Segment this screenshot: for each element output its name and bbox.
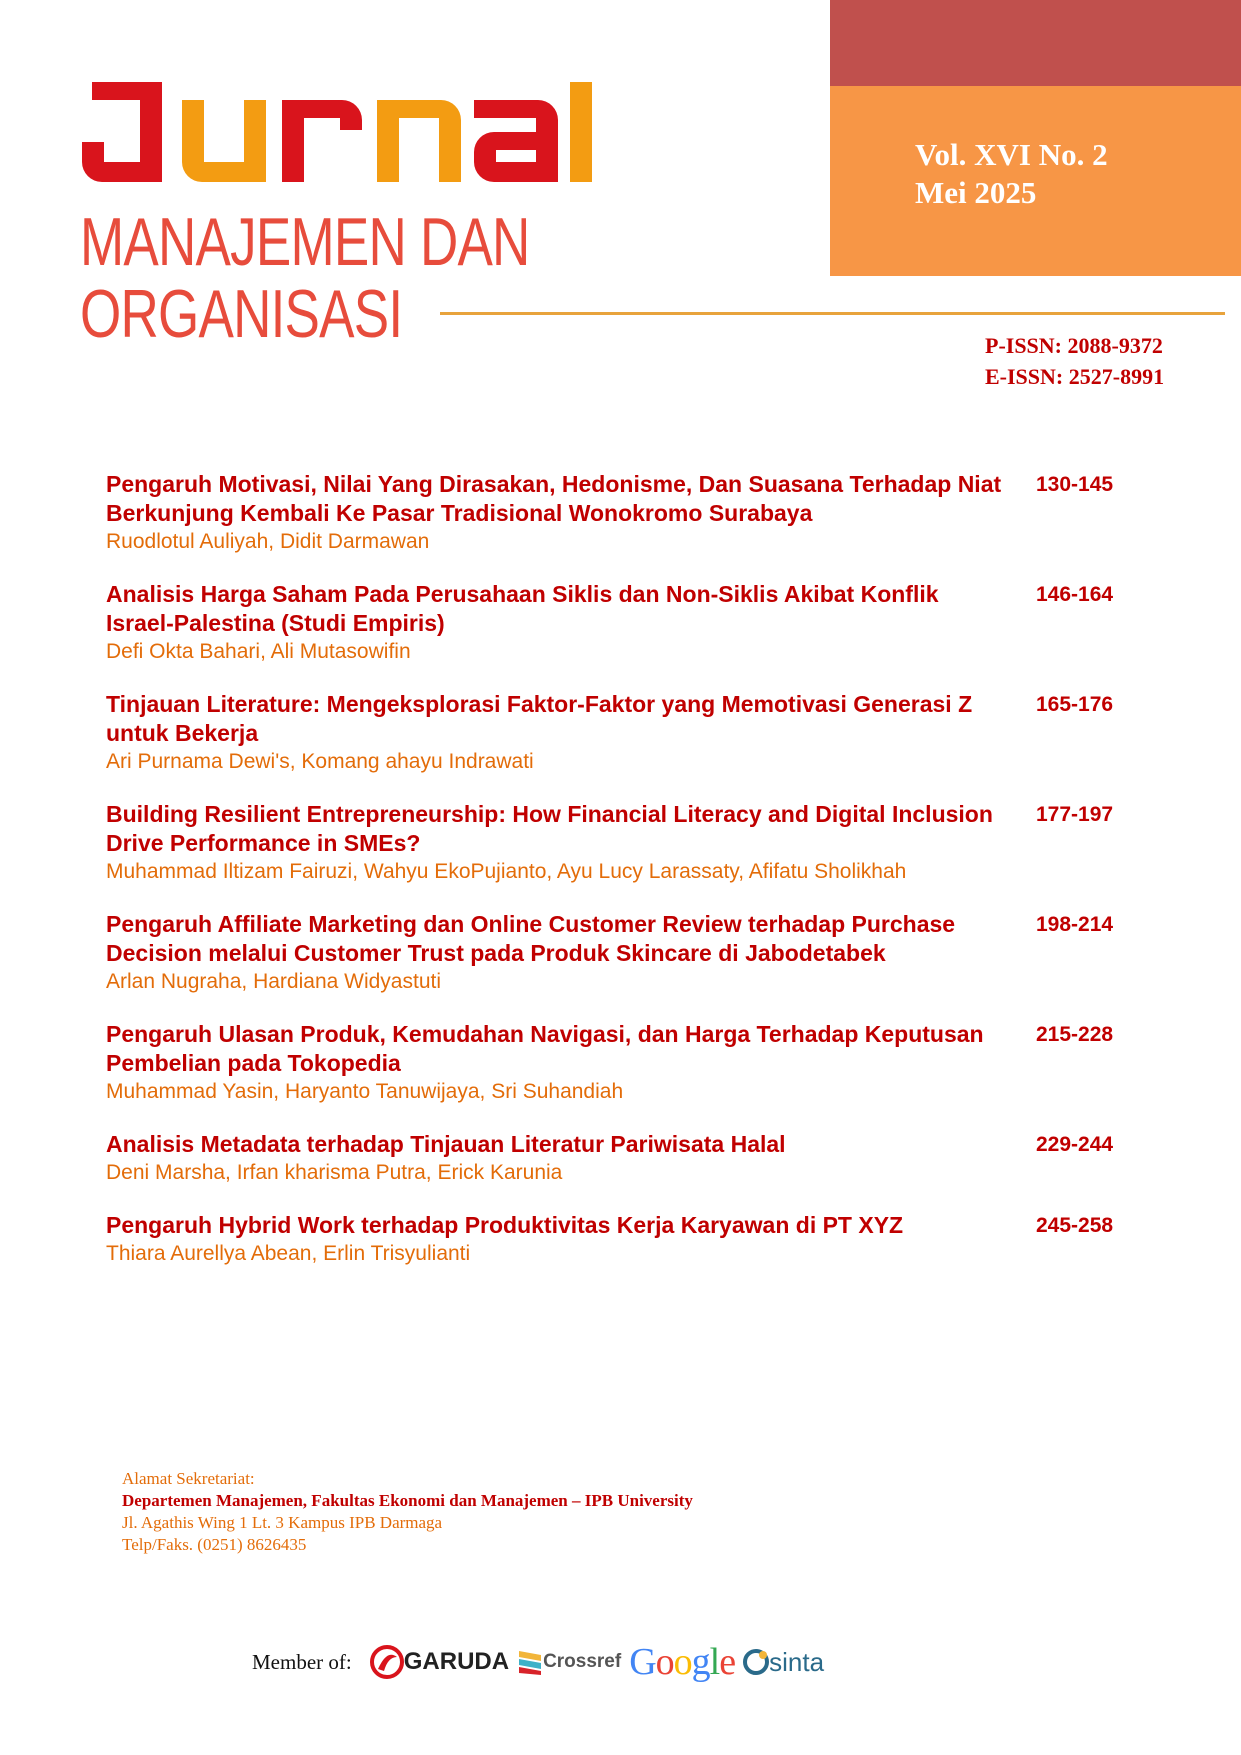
address-street: Jl. Agathis Wing 1 Lt. 3 Kampus IPB Darmaga: [122, 1513, 443, 1532]
sinta-icon: [743, 1649, 769, 1675]
article-pages: 177-197: [1036, 803, 1114, 826]
article-pages: 229-244: [1036, 1133, 1114, 1156]
address-label: Alamat Sekretariat:: [122, 1469, 255, 1488]
article-title[interactable]: Building Resilient Entrepreneurship: How Financial Literacy and Digital Inclusion Drive Performance in SMEs?: [106, 801, 993, 856]
garuda-text: GARUDA: [403, 1648, 510, 1675]
toc-entry: [106, 690, 1136, 775]
article-pages: 146-164: [1036, 583, 1114, 606]
article-authors: Muhammad Iltizam Fairuzi, Wahyu EkoPujianto, Ayu Lucy Larassaty, Afifatu Sholikhah: [106, 860, 907, 883]
address-phone: Telp/Faks. (0251) 8626435: [122, 1535, 307, 1554]
article-title[interactable]: Analisis Metadata terhadap Tinjauan Literatur Pariwisata Halal: [106, 1131, 786, 1157]
toc-entry: [106, 470, 1136, 555]
garuda-bird-icon: [370, 1645, 404, 1679]
crossref-icon: [517, 1647, 543, 1677]
article-authors: Arlan Nugraha, Hardiana Widyastuti: [106, 970, 441, 993]
secretariat-address: [122, 1468, 693, 1556]
article-pages: 130-145: [1036, 473, 1114, 496]
article-title[interactable]: Pengaruh Motivasi, Nilai Yang Dirasakan, Hedonisme, Dan Suasana Terhadap Niat Berkunjung Kembali Ke Pasar Tradisional Wonokromo Surabaya: [106, 471, 1002, 526]
article-authors: Ari Purnama Dewi's, Komang ahayu Indrawati: [106, 750, 534, 773]
volume-info: [915, 136, 1108, 212]
article-authors: Ruodlotul Auliyah, Didit Darmawan: [106, 530, 430, 553]
article-authors: Defi Okta Bahari, Ali Mutasowifin: [106, 640, 411, 663]
issue-date: Mei 2025: [915, 175, 1037, 210]
article-authors: Thiara Aurellya Abean, Erlin Trisyulianti: [106, 1242, 471, 1265]
issn-block: [985, 330, 1164, 392]
google-text: Google: [629, 1641, 736, 1683]
google-scholar-logo[interactable]: [629, 1640, 735, 1684]
volume-number: Vol. XVI No. 2: [915, 137, 1108, 172]
article-title[interactable]: Pengaruh Hybrid Work terhadap Produktivitas Kerja Karyawan di PT XYZ: [106, 1212, 904, 1238]
garuda-logo[interactable]: [370, 1645, 509, 1679]
address-department: Departemen Manajemen, Fakultas Ekonomi dan Manajemen – IPB University: [122, 1491, 693, 1510]
article-title[interactable]: Analisis Harga Saham Pada Perusahaan Siklis dan Non-Siklis Akibat Konflik Israel-Palestina (Studi Empiris): [106, 581, 939, 636]
article-pages: 165-176: [1036, 693, 1114, 716]
article-pages: 215-228: [1036, 1023, 1114, 1046]
journal-logo-wordmark: [82, 82, 592, 182]
toc-entry: [106, 1020, 1136, 1105]
toc-entry: [106, 910, 1136, 995]
crossref-text: Crossref: [543, 1651, 622, 1672]
article-title[interactable]: Pengaruh Ulasan Produk, Kemudahan Navigasi, dan Harga Terhadap Keputusan Pembelian pada Tokopedia: [106, 1021, 984, 1076]
e-issn: E-ISSN: 2527-8991: [985, 364, 1165, 389]
crossref-logo[interactable]: [517, 1647, 621, 1677]
article-title[interactable]: Tinjauan Literature: Mengeksplorasi Faktor-Faktor yang Memotivasi Generasi Z untuk Bekerja: [106, 691, 973, 746]
article-authors: Muhammad Yasin, Haryanto Tanuwijaya, Sri Suhandiah: [106, 1080, 624, 1103]
article-pages: 198-214: [1036, 913, 1114, 936]
sinta-text: sinta: [769, 1646, 825, 1677]
p-issn: P-ISSN: 2088-9372: [985, 333, 1163, 358]
sinta-logo[interactable]: [743, 1647, 824, 1678]
toc-entry: [106, 1130, 1136, 1186]
volume-header-band: [830, 0, 1241, 86]
journal-name-line2: ORGANISASI: [80, 276, 403, 352]
header-divider: [440, 312, 1225, 315]
table-of-contents: [106, 470, 1136, 1267]
article-authors: Deni Marsha, Irfan kharisma Putra, Erick Karunia: [106, 1161, 563, 1184]
member-label: Member of:: [252, 1649, 352, 1674]
article-title[interactable]: Pengaruh Affiliate Marketing dan Online Customer Review terhadap Purchase Decision melalui Customer Trust pada Produk Skincare di Jabodetabek: [106, 911, 956, 966]
article-pages: 245-258: [1036, 1214, 1114, 1237]
toc-entry: [106, 800, 1136, 885]
member-of-bar: [252, 1640, 832, 1684]
toc-entry: [106, 580, 1136, 665]
journal-name-line1: MANAJEMEN DAN: [80, 204, 530, 280]
toc-entry: [106, 1211, 1136, 1267]
